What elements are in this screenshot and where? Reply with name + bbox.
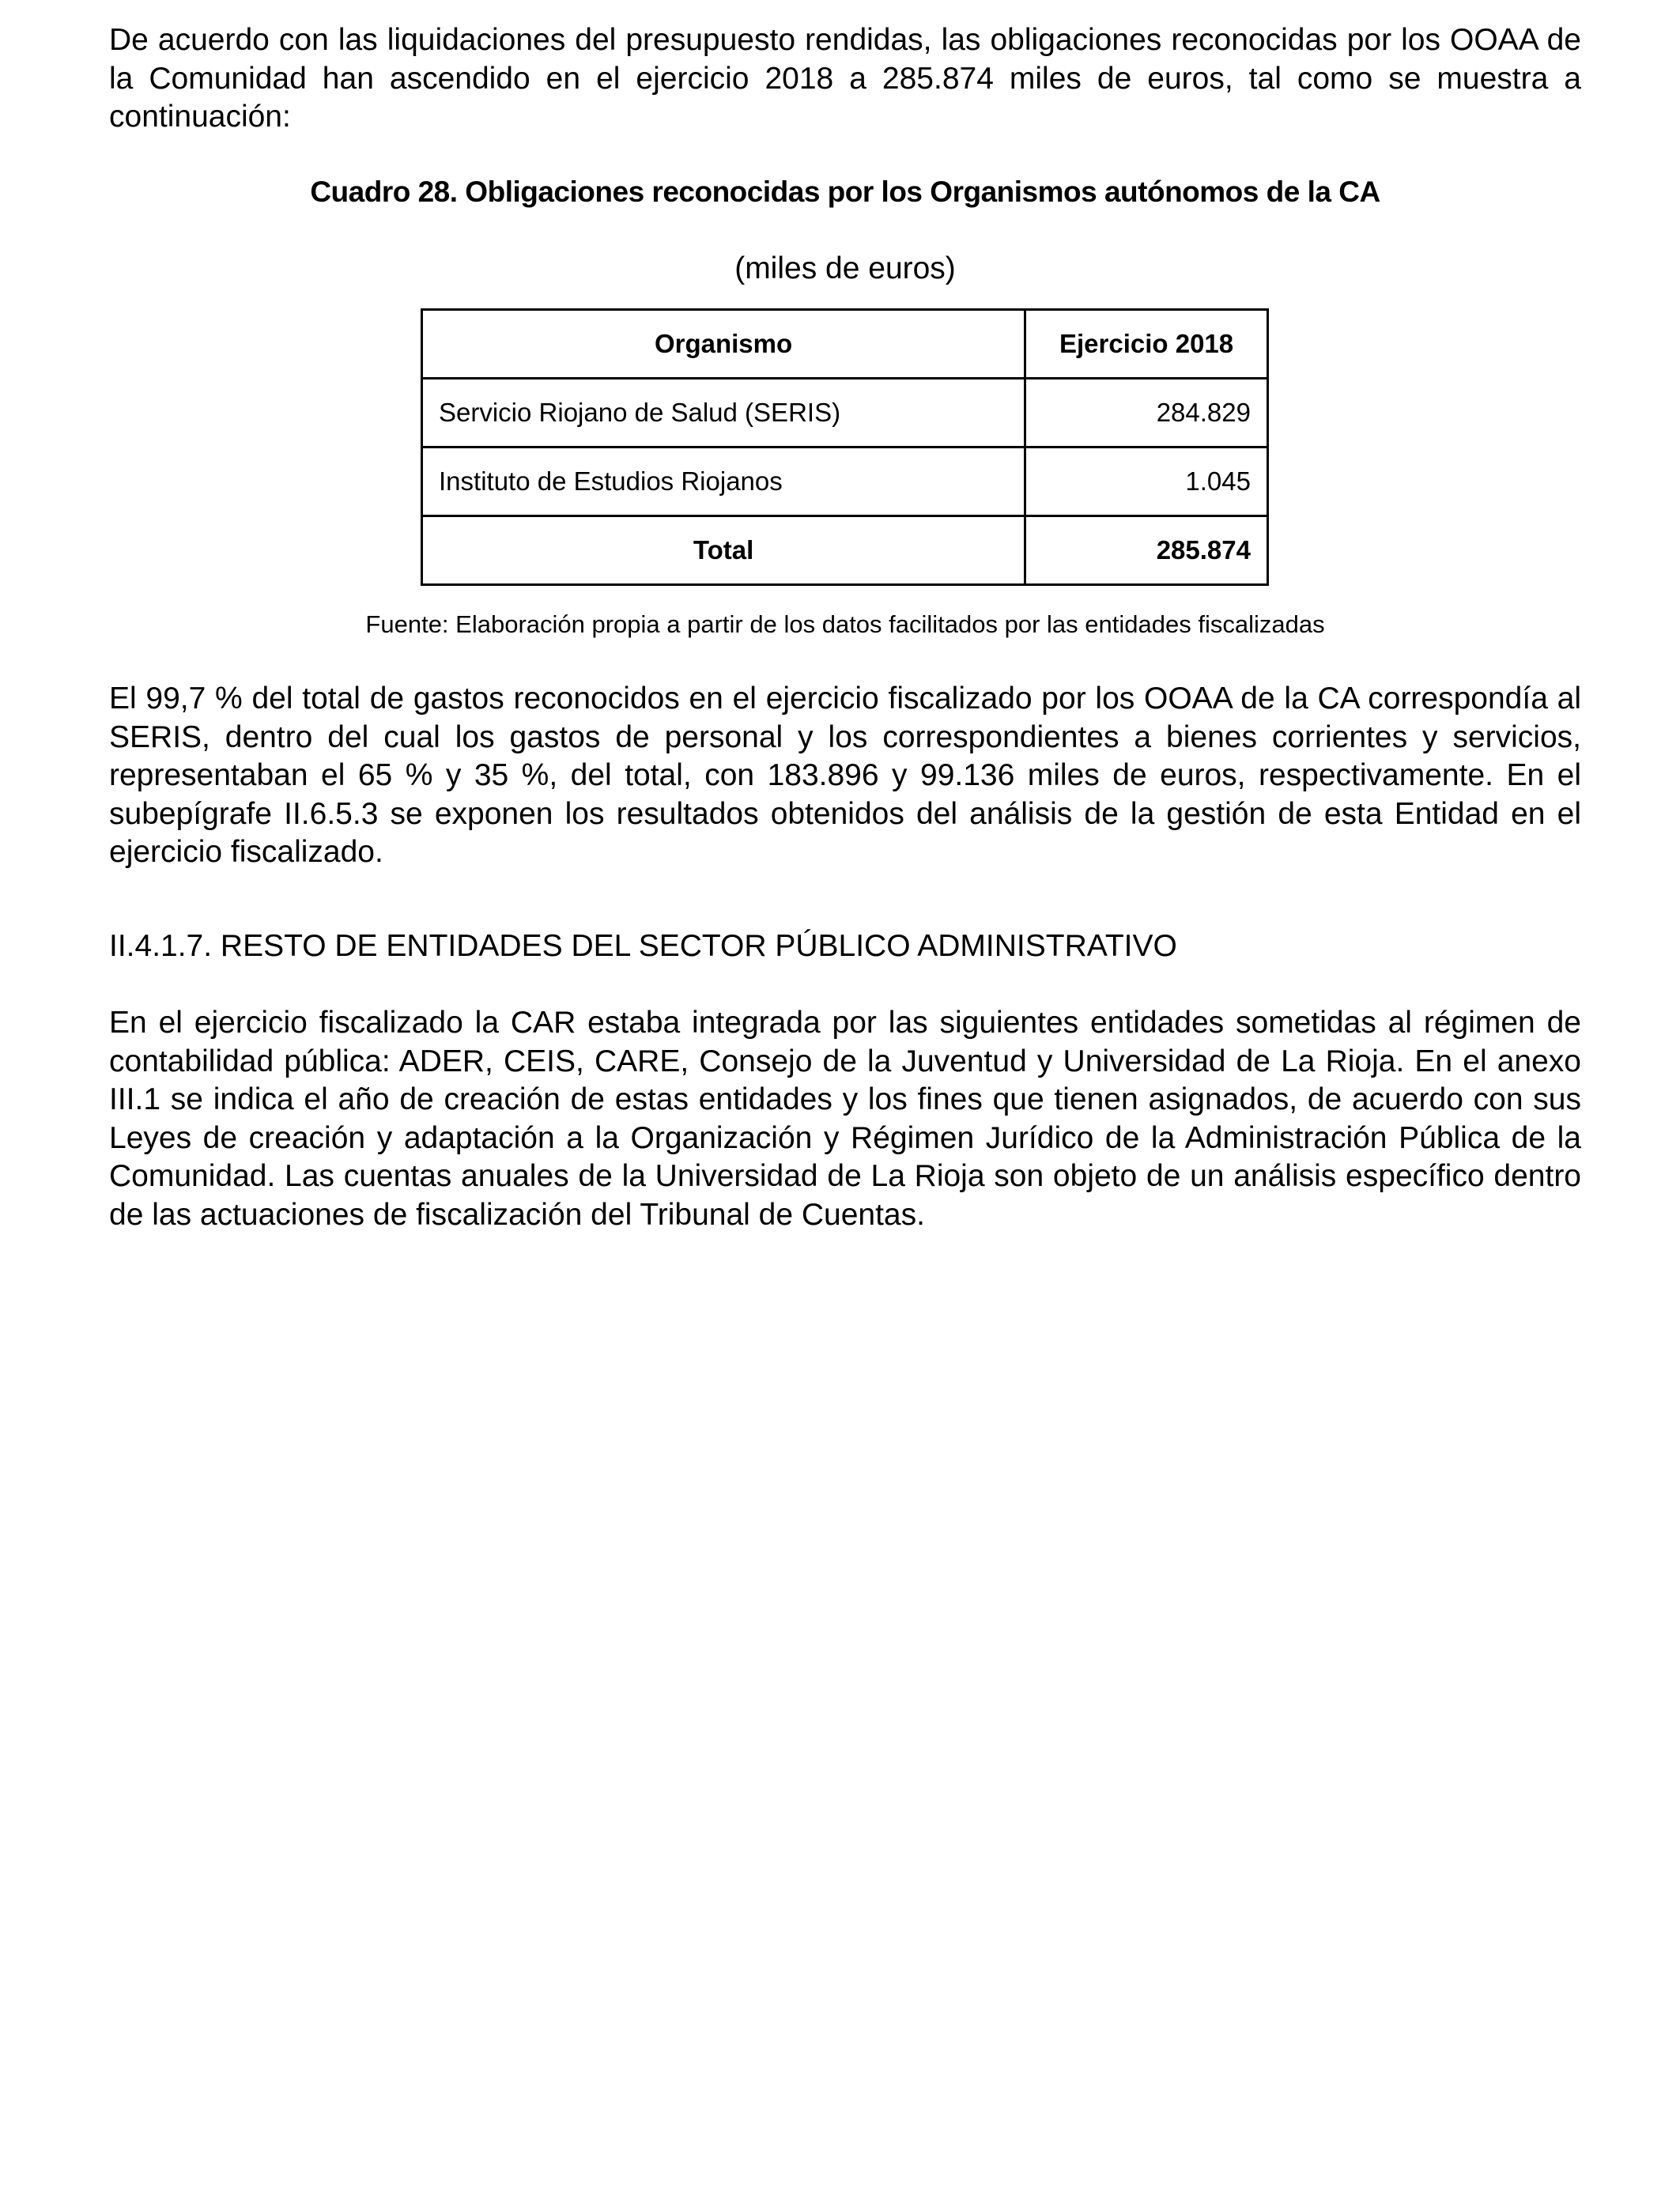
intro-paragraph: De acuerdo con las liquidaciones del presupuesto rendidas, las obligaciones reconocidas por los OOAA de la Comunidad han ascendido en el ejercicio 2018 a 285.874 miles de euros, tal como se muestra a continuación: [109,23,1581,134]
section-heading: II.4.1.7. RESTO DE ENTIDADES DEL SECTOR PÚBLICO ADMINISTRATIVO [109,929,1177,963]
row-value: 1.045 [1025,447,1268,516]
table-row [422,447,1268,516]
entities-paragraph: En el ejercicio fiscalizado la CAR estaba integrada por las siguientes entidades sometidas al régimen de contabilidad pública: ADER, CEIS, CARE, Consejo de la Juventud y Universidad de La Rioja. En el anexo III.1 se indica el año de creación de estas entidades y los fines que tienen asignados, de acuerdo con sus Leyes de creación y adaptación a la Organización y Régimen Jurídico de la Administración Pública de la Comunidad. Las cuentas anuales de la Universidad de La Rioja son objeto de un análisis específico dentro de las actuaciones de fiscalización del Tribunal de Cuentas. [109,1006,1581,1232]
table-row [422,379,1268,447]
table-title: Cuadro 28. Obligaciones reconocidas por los Organismos autónomos de la CA [310,176,1380,208]
seris-paragraph: El 99,7 % del total de gastos reconocidos en el ejercicio fiscalizado por los OOAA de la CA correspondía al SERIS, dentro del cual los gastos de personal y los correspondientes a bienes corrientes y servicios, representaban el 65 % y 35 %, del total, con 183.896 y 99.136 miles de euros, respectivamente. En el subepígrafe II.6.5.3 se exponen los resultados obtenidos del análisis de la gestión de esta Entidad en el ejercicio fiscalizado. [109,682,1581,869]
header-organismo: Organismo [422,310,1025,379]
total-label: Total [422,516,1025,585]
table-total-row [422,516,1268,585]
row-value: 284.829 [1025,379,1268,447]
header-ejercicio: Ejercicio 2018 [1025,310,1268,379]
row-label: Servicio Riojano de Salud (SERIS) [422,379,1025,447]
table-unit: (miles de euros) [734,251,956,285]
obligations-table [421,308,1269,586]
table-header-row [422,310,1268,379]
table-source: Fuente: Elaboración propia a partir de los datos facilitados por las entidades fiscalizadas [365,610,1325,638]
total-value: 285.874 [1025,516,1268,585]
row-label: Instituto de Estudios Riojanos [422,447,1025,516]
